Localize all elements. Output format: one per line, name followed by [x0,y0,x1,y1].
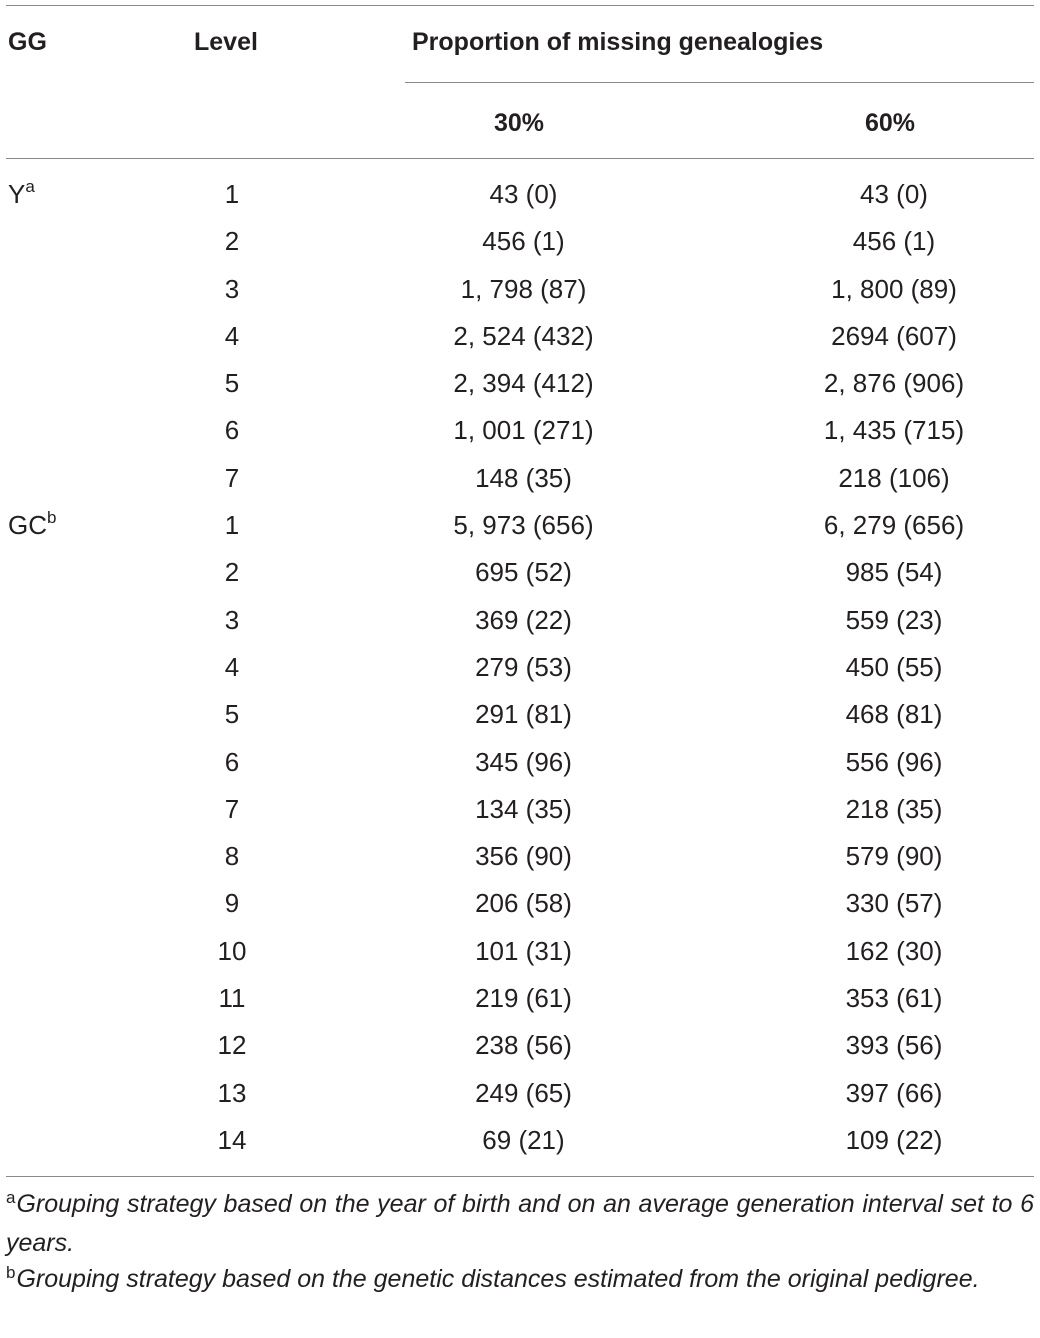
value-30-cell: 206 (58) [475,888,572,919]
value-60-cell: 468 (81) [845,699,943,730]
value-30-cell: 695 (52) [475,557,572,588]
table-row [0,171,1040,218]
value-30-cell: 2, 524 (432) [453,320,594,351]
level-cell: 9 [224,888,240,919]
group-name: Y [8,179,26,209]
table-row [0,644,1040,691]
level-cell: 8 [224,841,240,872]
level-cell: 4 [224,320,240,351]
footnote-b-mark: b [6,1263,16,1282]
table-row [0,1022,1040,1069]
footnote-b-text: Grouping strategy based on the genetic distances estimated from the original pedigree. [16,1265,980,1293]
value-60-cell: 218 (106) [838,462,950,493]
group-name: GC [8,510,47,541]
level-cell: 4 [224,651,240,682]
value-60-cell: 2694 (607) [831,320,957,351]
value-30-cell: 369 (22) [475,604,572,635]
table-row [0,1117,1040,1164]
table-row [0,786,1040,833]
value-60-cell: 393 (56) [845,1030,943,1061]
value-60-cell: 2, 876 (906) [823,368,965,399]
value-60-cell: 1, 800 (89) [831,273,957,304]
table-row [0,928,1040,975]
level-cell: 5 [224,699,240,730]
level-cell: 10 [217,935,247,966]
table-row [0,691,1040,738]
table-row [0,218,1040,265]
value-30-cell: 291 (81) [475,699,572,730]
value-30-cell: 148 (35) [475,462,572,493]
table-top-rule [6,5,1034,6]
value-60-cell: 450 (55) [845,651,943,682]
group-footnote-mark: a [25,177,35,196]
value-60-cell: 985 (54) [845,557,943,588]
footnote-a-text: Grouping strategy based on the year of birth and on an average generation interval set to 6 years. [6,1190,1034,1257]
table-body [0,171,1040,1164]
header-bottom-rule [6,158,1034,159]
value-30-cell: 345 (96) [475,746,572,777]
value-30-cell: 456 (1) [482,226,565,257]
level-cell: 7 [224,793,240,824]
value-30-cell: 2, 394 (412) [453,368,594,399]
level-cell: 3 [224,604,240,635]
value-30-cell: 101 (31) [475,935,572,966]
header-col-60: 60% [865,109,916,137]
table-row [0,739,1040,786]
value-60-cell: 330 (57) [845,888,943,919]
value-60-cell: 43 (0) [860,179,928,209]
table-row [0,502,1040,549]
value-60-cell: 218 (35) [845,793,943,824]
footnote-b [6,1261,1034,1300]
level-cell: 6 [224,415,240,446]
level-cell: 7 [224,462,240,493]
value-30-cell: 69 (21) [482,1124,565,1155]
header-span-rule [405,82,1034,83]
value-30-cell: 1, 798 (87) [460,273,587,304]
value-30-cell: 356 (90) [475,841,572,872]
value-60-cell: 559 (23) [845,604,943,635]
table-row [0,313,1040,360]
table-row [0,455,1040,502]
table-row [0,975,1040,1022]
value-60-cell: 579 (90) [845,841,943,872]
level-cell: 3 [224,273,240,304]
level-cell: 13 [217,1077,247,1108]
group-label [8,171,35,221]
level-cell: 6 [224,746,240,777]
table-row [0,597,1040,644]
level-cell: 12 [217,1030,247,1061]
value-30-cell: 249 (65) [475,1077,572,1108]
group-footnote-mark: b [47,508,57,528]
header-proportion: Proportion of missing genealogies [412,28,824,56]
value-60-cell: 6, 279 (656) [823,510,965,541]
footnote-a [6,1186,1034,1262]
value-30-cell: 1, 001 (271) [453,415,594,446]
value-60-cell: 109 (22) [845,1124,943,1155]
value-30-cell: 134 (35) [475,793,572,824]
table-row [0,833,1040,880]
value-30-cell: 238 (56) [475,1030,572,1061]
value-60-cell: 556 (96) [845,746,943,777]
header-gg: GG [8,28,47,56]
value-60-cell: 1, 435 (715) [823,415,965,446]
group-label [8,502,56,552]
table-row [0,407,1040,454]
value-60-cell: 397 (66) [845,1077,943,1108]
level-cell: 1 [224,510,240,541]
table-bottom-rule [6,1176,1034,1177]
footnote-a-mark: a [6,1188,16,1207]
table-row [0,360,1040,407]
value-60-cell: 353 (61) [845,983,943,1014]
table-row [0,1070,1040,1117]
level-cell: 2 [224,226,240,257]
header-level: Level [194,28,258,56]
table-row [0,266,1040,313]
value-60-cell: 456 (1) [852,226,936,257]
level-cell: 5 [224,368,240,399]
level-cell: 11 [218,983,246,1014]
value-30-cell: 5, 973 (656) [453,510,594,541]
value-60-cell: 162 (30) [845,935,943,966]
level-cell: 14 [217,1124,247,1155]
value-30-cell: 279 (53) [475,651,572,682]
table-row [0,880,1040,927]
header-col-30: 30% [494,109,545,137]
level-cell: 2 [224,557,240,588]
value-30-cell: 43 (0) [489,179,558,209]
table-row [0,549,1040,596]
level-cell: 1 [224,179,240,209]
value-30-cell: 219 (61) [475,983,572,1014]
